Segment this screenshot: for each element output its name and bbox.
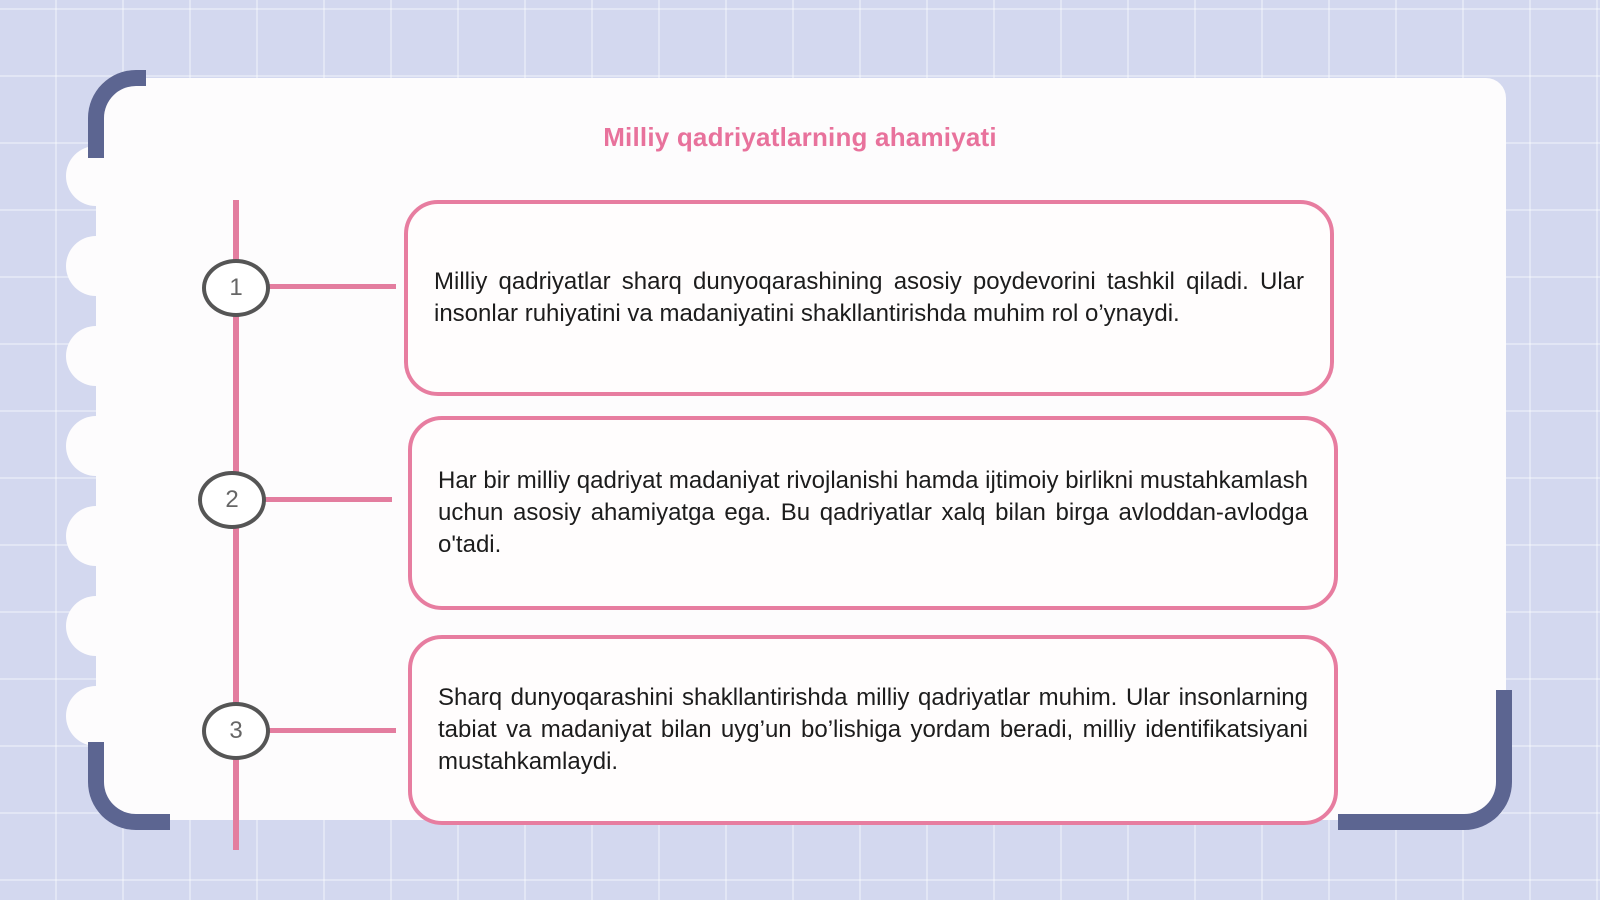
corner-bracket-bottom-left [88,742,170,830]
scallop-decoration [66,686,126,746]
corner-bracket-bottom-right [1338,690,1512,830]
content-text: Har bir milliy qadriyat madaniyat rivojlanishi hamda ijtimoiy birlikni mustahkamlash uchun asosiy ahamiyatga ega. Bu qadriyatlar xalq bilan birga avloddan-avlodga o'tadi. [438,467,1308,558]
content-box [404,200,1334,396]
content-box [408,416,1338,610]
content-text: Sharq dunyoqarashini shakllantirishda milliy qadriyatlar muhim. Ular insonlarning tabiat va madaniyat bilan uyg’un bo’lishiga yordam beradi, milliy identifikatsiyani mustahkamlaydi. [438,684,1308,775]
scallop-decoration [66,326,126,386]
content-text: Milliy qadriyatlar sharq dunyoqarashining asosiy poydevorini tashkil qiladi. Ular insonlar ruhiyatini va madaniyatini shakllantirishda muhim rol o’ynaydi. [434,268,1304,327]
timeline-connector [268,728,396,733]
scallop-decoration [66,596,126,656]
scallop-decoration [66,506,126,566]
step-number-badge: 2 [198,471,266,529]
scallop-decoration [66,236,126,296]
timeline-connector [264,497,392,502]
content-box [408,635,1338,825]
step-number-badge: 1 [202,259,270,317]
timeline-connector [268,284,396,289]
slide-title: Milliy qadriyatlarning ahamiyati [603,122,997,152]
step-number-badge: 3 [202,702,270,760]
scallop-decoration [66,416,126,476]
